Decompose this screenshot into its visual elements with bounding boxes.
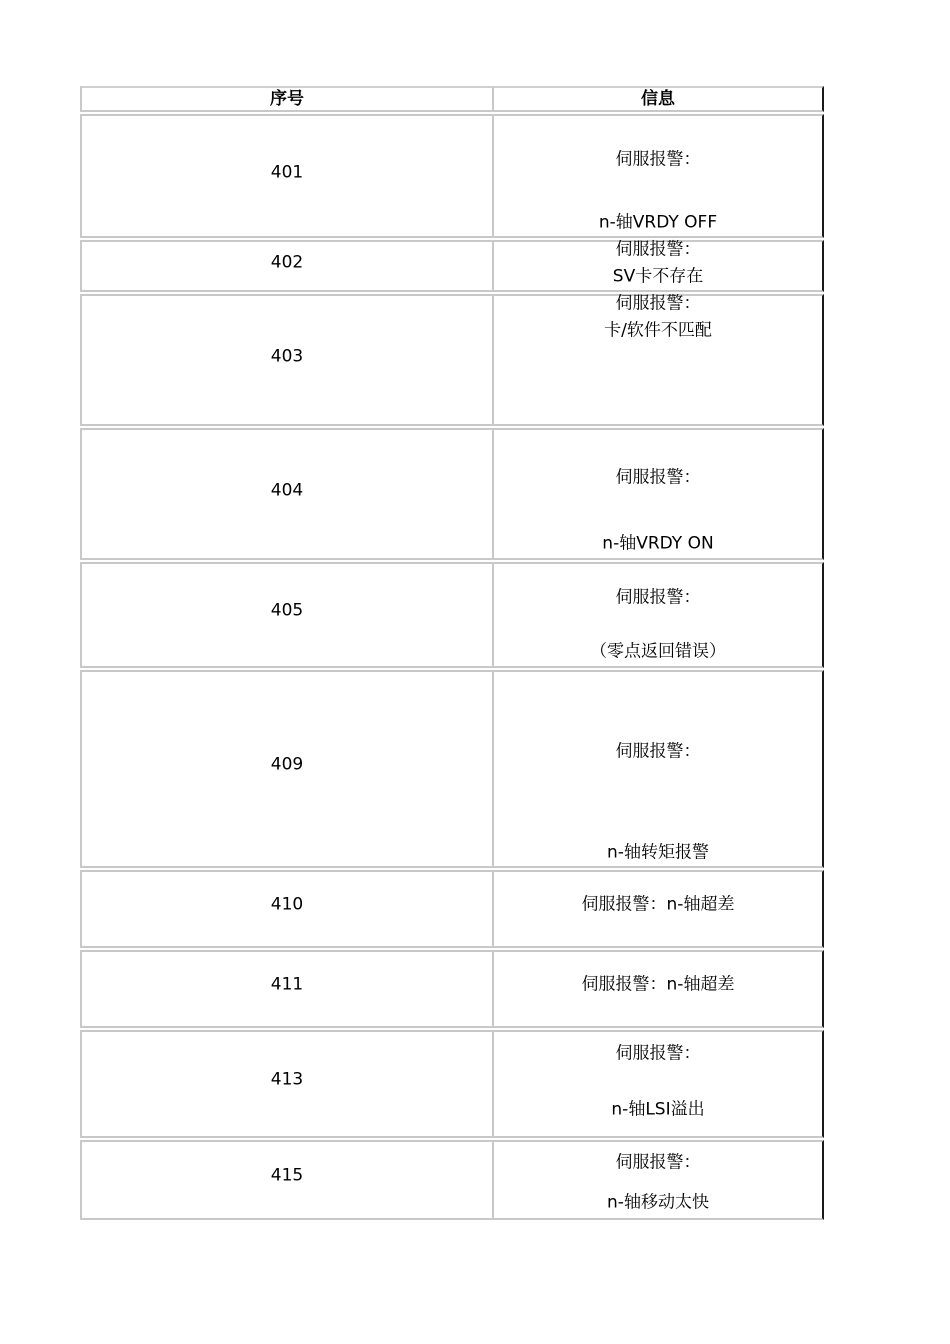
num-cell <box>80 428 494 560</box>
table-row <box>80 668 824 868</box>
table-row <box>80 1028 824 1138</box>
row-num: 404 <box>270 480 304 501</box>
info-cell <box>494 1030 824 1138</box>
row-num: 413 <box>270 1069 304 1090</box>
info-line-1: 伺服报警： <box>615 1152 701 1173</box>
info-line-1: 伺服报警： <box>615 467 701 488</box>
table-row <box>80 868 824 948</box>
info-line-2: SV卡不存在 <box>612 266 704 287</box>
table-row <box>80 948 824 1028</box>
alarm-table <box>80 86 824 1220</box>
row-num: 410 <box>270 894 304 915</box>
info-cell <box>494 870 824 948</box>
table-row <box>80 1138 824 1220</box>
num-cell <box>80 950 494 1028</box>
table-row <box>80 560 824 668</box>
num-cell <box>80 870 494 948</box>
info-cell <box>494 114 824 238</box>
row-num: 402 <box>270 252 304 273</box>
num-cell <box>80 1140 494 1220</box>
info-line-2: n-轴转矩报警 <box>607 842 709 863</box>
row-num: 411 <box>270 974 304 995</box>
info-line-1: 伺服报警：n-轴超差 <box>581 894 735 915</box>
num-cell <box>80 562 494 668</box>
row-num: 415 <box>270 1165 304 1186</box>
num-cell <box>80 670 494 868</box>
info-line-2: 卡/软件不匹配 <box>604 320 712 341</box>
info-line-2: n-轴LSI溢出 <box>611 1099 705 1120</box>
info-line-2: n-轴VRDY OFF <box>598 212 718 233</box>
info-line-2: n-轴VRDY ON <box>602 533 714 554</box>
num-cell <box>80 1030 494 1138</box>
info-line-2: n-轴移动太快 <box>607 1192 709 1213</box>
info-line-1: 伺服报警： <box>615 1043 701 1064</box>
info-line-1: 伺服报警：n-轴超差 <box>581 974 735 995</box>
info-line-1: 伺服报警： <box>615 239 701 260</box>
info-line-1: 伺服报警： <box>615 149 701 170</box>
row-num: 401 <box>270 162 304 183</box>
row-num: 409 <box>270 754 304 775</box>
num-cell <box>80 240 494 292</box>
num-cell <box>80 294 494 426</box>
row-num: 405 <box>270 600 304 621</box>
header-info: 信息 <box>494 86 824 112</box>
info-line-1: 伺服报警： <box>615 741 701 762</box>
table-row <box>80 292 824 426</box>
info-line-1: 伺服报警： <box>615 293 701 314</box>
info-cell <box>494 670 824 868</box>
num-cell <box>80 114 494 238</box>
info-cell <box>494 1140 824 1220</box>
table-row <box>80 112 824 238</box>
table-header-row <box>80 86 824 112</box>
info-cell <box>494 428 824 560</box>
info-line-1: 伺服报警： <box>615 587 701 608</box>
row-num: 403 <box>270 346 304 367</box>
table-row <box>80 426 824 560</box>
info-cell <box>494 562 824 668</box>
info-cell <box>494 294 824 426</box>
info-cell <box>494 240 824 292</box>
info-line-2: （零点返回错误） <box>590 641 726 662</box>
table-row <box>80 238 824 292</box>
info-cell <box>494 950 824 1028</box>
header-num: 序号 <box>80 86 494 112</box>
